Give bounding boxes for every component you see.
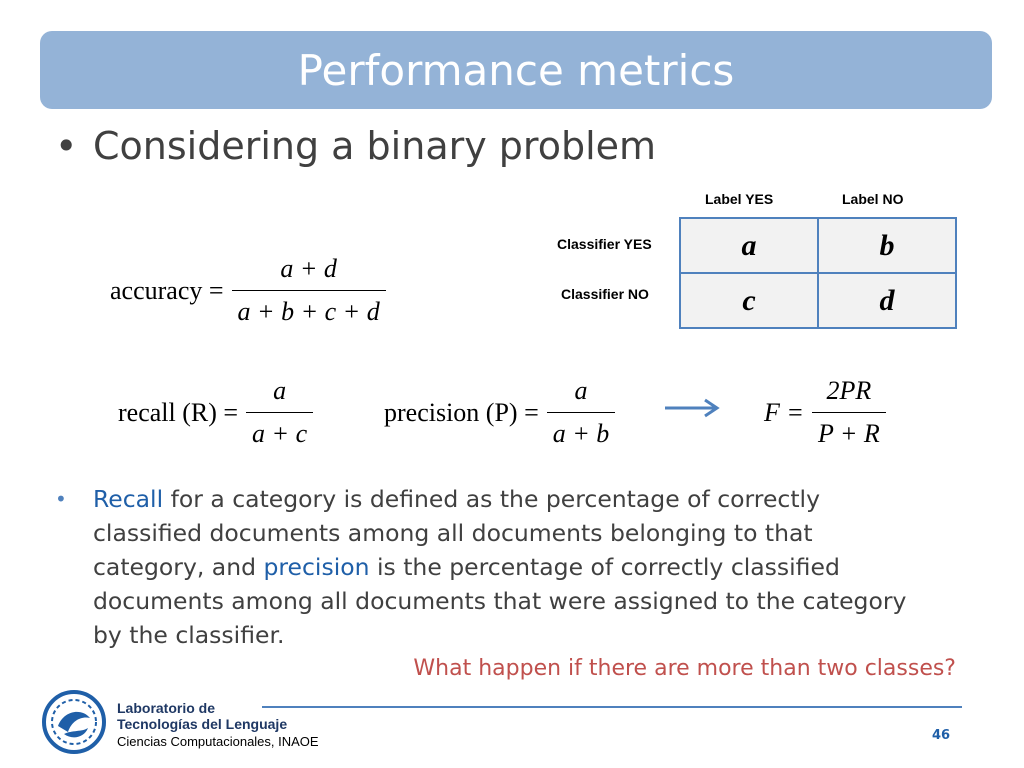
recall-denominator: a + c <box>246 412 313 449</box>
precision-term: precision <box>263 553 370 581</box>
f-measure-denominator: P + R <box>812 412 886 449</box>
main-bullet-text: Considering a binary problem <box>93 124 657 168</box>
row-header-classifier-no: Classifier NO <box>561 286 649 302</box>
precision-numerator: a <box>574 376 588 405</box>
right-arrow-icon <box>665 397 721 419</box>
cell-b: b <box>818 218 956 273</box>
recall-lhs: recall (R) = <box>118 397 239 427</box>
row-header-classifier-yes: Classifier YES <box>557 236 652 252</box>
lab-name-line2: Tecnologías del Lenguaje <box>117 716 288 732</box>
title-bar <box>40 31 992 109</box>
table-row <box>680 218 956 273</box>
recall-fraction <box>246 376 313 449</box>
recall-term: Recall <box>93 485 164 513</box>
explanation-bullet <box>55 482 915 652</box>
accuracy-numerator: a + d <box>280 254 337 283</box>
inaoe-logo-icon <box>42 690 106 754</box>
bullet-symbol: • <box>55 124 78 168</box>
page-number: 46 <box>932 728 951 743</box>
f-measure-numerator: 2PR <box>826 376 872 405</box>
f-measure-lhs: F = <box>764 397 804 427</box>
accuracy-denominator: a + b + c + d <box>232 290 386 327</box>
footer-divider <box>262 706 962 708</box>
question-text: What happen if there are more than two classes? <box>413 656 956 681</box>
precision-formula <box>384 376 615 449</box>
cell-a: a <box>680 218 818 273</box>
confusion-matrix <box>679 217 957 329</box>
precision-denominator: a + b <box>547 412 616 449</box>
accuracy-fraction <box>232 254 386 327</box>
precision-lhs: precision (P) = <box>384 397 539 427</box>
institution-name: Ciencias Computacionales, INAOE <box>117 734 319 749</box>
col-header-label-yes: Label YES <box>705 191 774 207</box>
table-row <box>680 273 956 328</box>
main-bullet <box>55 124 656 168</box>
accuracy-formula <box>110 254 386 327</box>
cell-d: d <box>818 273 956 328</box>
explanation-text <box>93 482 915 652</box>
recall-formula <box>118 376 313 449</box>
precision-fraction <box>547 376 616 449</box>
cell-c: c <box>680 273 818 328</box>
explanation-part2: is the percentage of correctly classified documents among all documents that were assigned to the category by the classifier. <box>93 553 907 649</box>
lab-name-line1: Laboratorio de <box>117 700 216 716</box>
col-header-label-no: Label NO <box>842 191 904 207</box>
slide-title: Performance metrics <box>297 45 735 95</box>
f-measure-fraction <box>812 376 886 449</box>
accuracy-lhs: accuracy = <box>110 275 224 305</box>
explanation-part1: for a category is defined as the percentage of correctly classified documents among all documents belonging to that category, and <box>93 485 820 581</box>
f-measure-formula <box>764 376 886 449</box>
bullet-symbol: • <box>55 487 67 511</box>
recall-numerator: a <box>273 376 287 405</box>
